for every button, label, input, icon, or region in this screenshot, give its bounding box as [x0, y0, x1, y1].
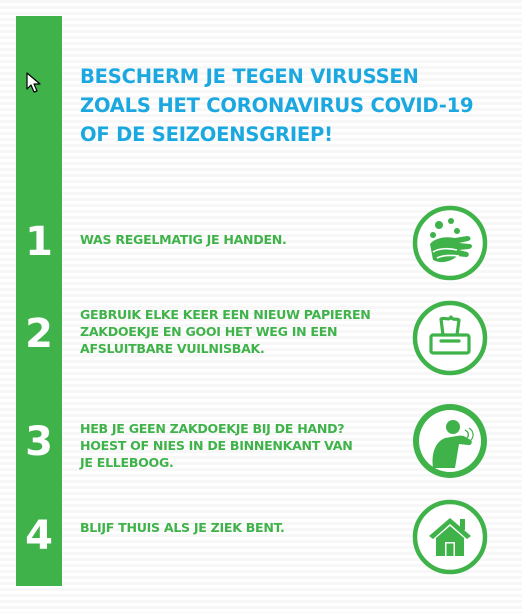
page-title	[80, 62, 500, 149]
step-number: 2	[25, 311, 53, 357]
title-line: ZOALS HET CORONAVIRUS COVID-19	[80, 94, 474, 117]
step-number: 4	[25, 513, 53, 559]
step-number: 3	[25, 419, 53, 465]
step-text-line: GEBRUIK ELKE KEER EEN NIEUW PAPIEREN	[80, 307, 371, 322]
title-line: OF DE SEIZOENSGRIEP!	[80, 123, 333, 146]
step-text-line: WAS REGELMATIG JE HANDEN.	[80, 232, 287, 247]
step-text-line: BLIJF THUIS ALS JE ZIEK BENT.	[80, 520, 285, 535]
house-icon	[411, 498, 489, 576]
step-text-line: HEB JE GEEN ZAKDOEKJE BIJ DE HAND?	[80, 421, 345, 436]
sneeze-in-elbow-icon	[411, 402, 489, 480]
hand-washing-icon	[411, 204, 489, 282]
step-text	[80, 306, 390, 357]
step-text	[80, 420, 390, 471]
step-text	[80, 519, 390, 536]
title-line: BESCHERM JE TEGEN VIRUSSEN	[80, 65, 419, 88]
step-text-line: ZAKDOEKJE EN GOOI HET WEG IN EEN	[80, 324, 338, 339]
step-text-line: AFSLUITBARE VUILNISBAK.	[80, 341, 265, 356]
green-side-bar	[16, 16, 62, 586]
step-text	[80, 231, 390, 248]
tissue-box-icon	[411, 299, 489, 377]
step-text-line: HOEST OF NIES IN DE BINNENKANT VAN	[80, 438, 353, 453]
mouse-cursor-icon	[26, 72, 42, 94]
step-text-line: JE ELLEBOOG.	[80, 455, 174, 470]
step-number: 1	[25, 219, 53, 265]
